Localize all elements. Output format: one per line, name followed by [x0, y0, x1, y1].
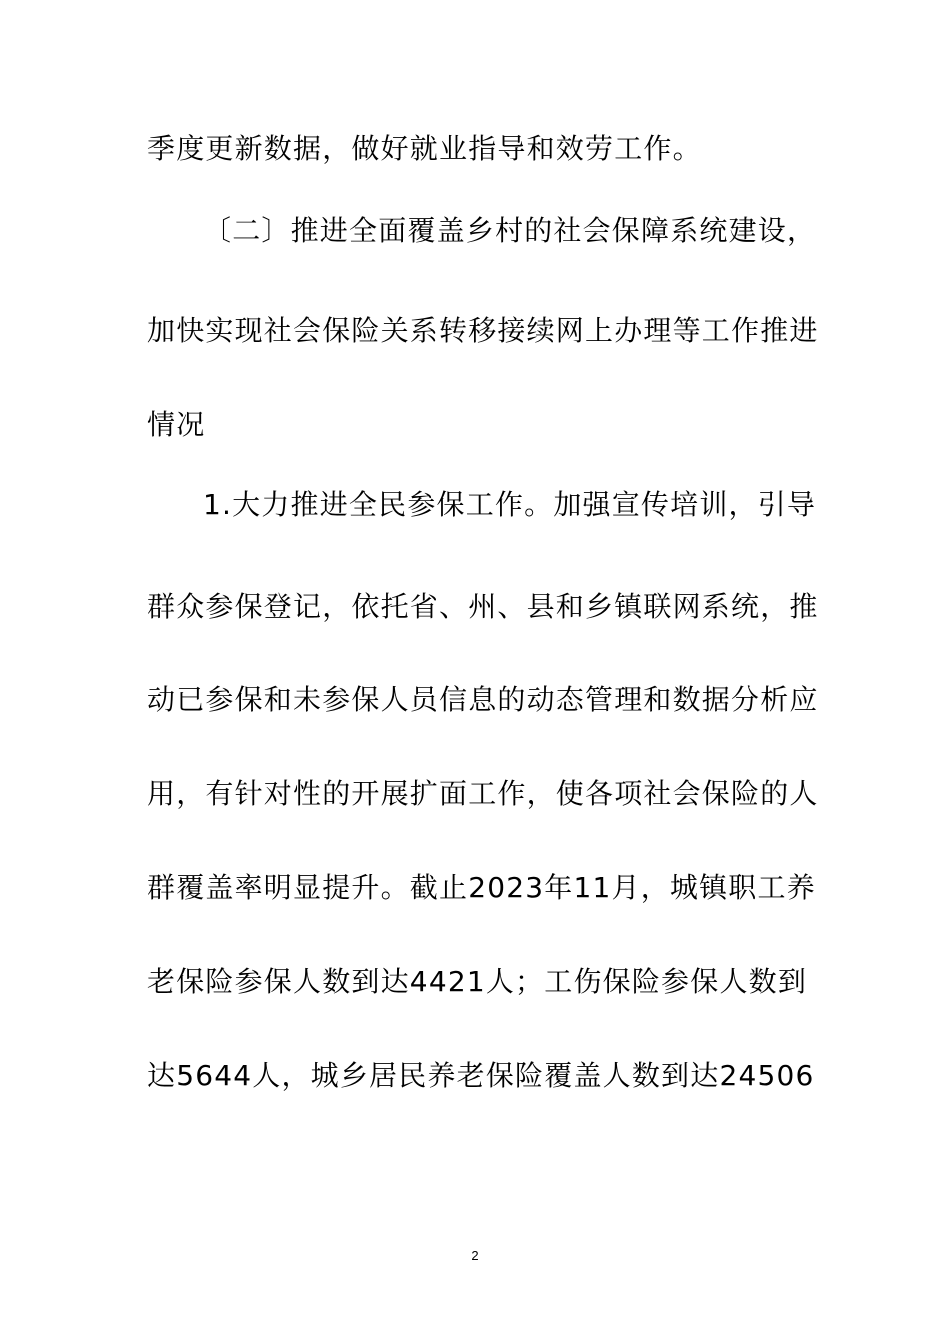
page-number: 2 [471, 1248, 479, 1263]
paragraph-line-2: 1.大力推进全民参保工作。加强宣传培训，引导 [203, 488, 817, 521]
paragraph-line-1: 季度更新数据，做好就业指导和效劳工作。 [147, 132, 702, 165]
paragraph-line-4: 动已参保和未参保人员信息的动态管理和数据分析应 [147, 683, 819, 716]
section-heading-line-1: 〔二〕推进全面覆盖乡村的社会保障系统建设， [203, 214, 817, 247]
paragraph-line-7: 老保险参保人数到达4421人；工伤保险参保人数到 [147, 965, 808, 998]
section-heading-line-3: 情况 [147, 408, 206, 441]
paragraph-line-3: 群众参保登记，依托省、州、县和乡镇联网系统，推 [147, 590, 819, 623]
section-heading-line-2: 加快实现社会保险关系转移接续网上办理等工作推进 [147, 314, 819, 347]
paragraph-line-8: 达5644人，城乡居民养老保险覆盖人数到达24506 [147, 1059, 815, 1092]
paragraph-line-6: 群覆盖率明显提升。截止2023年11月，城镇职工养 [147, 871, 816, 904]
paragraph-line-5: 用，有针对性的开展扩面工作，使各项社会保险的人 [147, 777, 819, 810]
